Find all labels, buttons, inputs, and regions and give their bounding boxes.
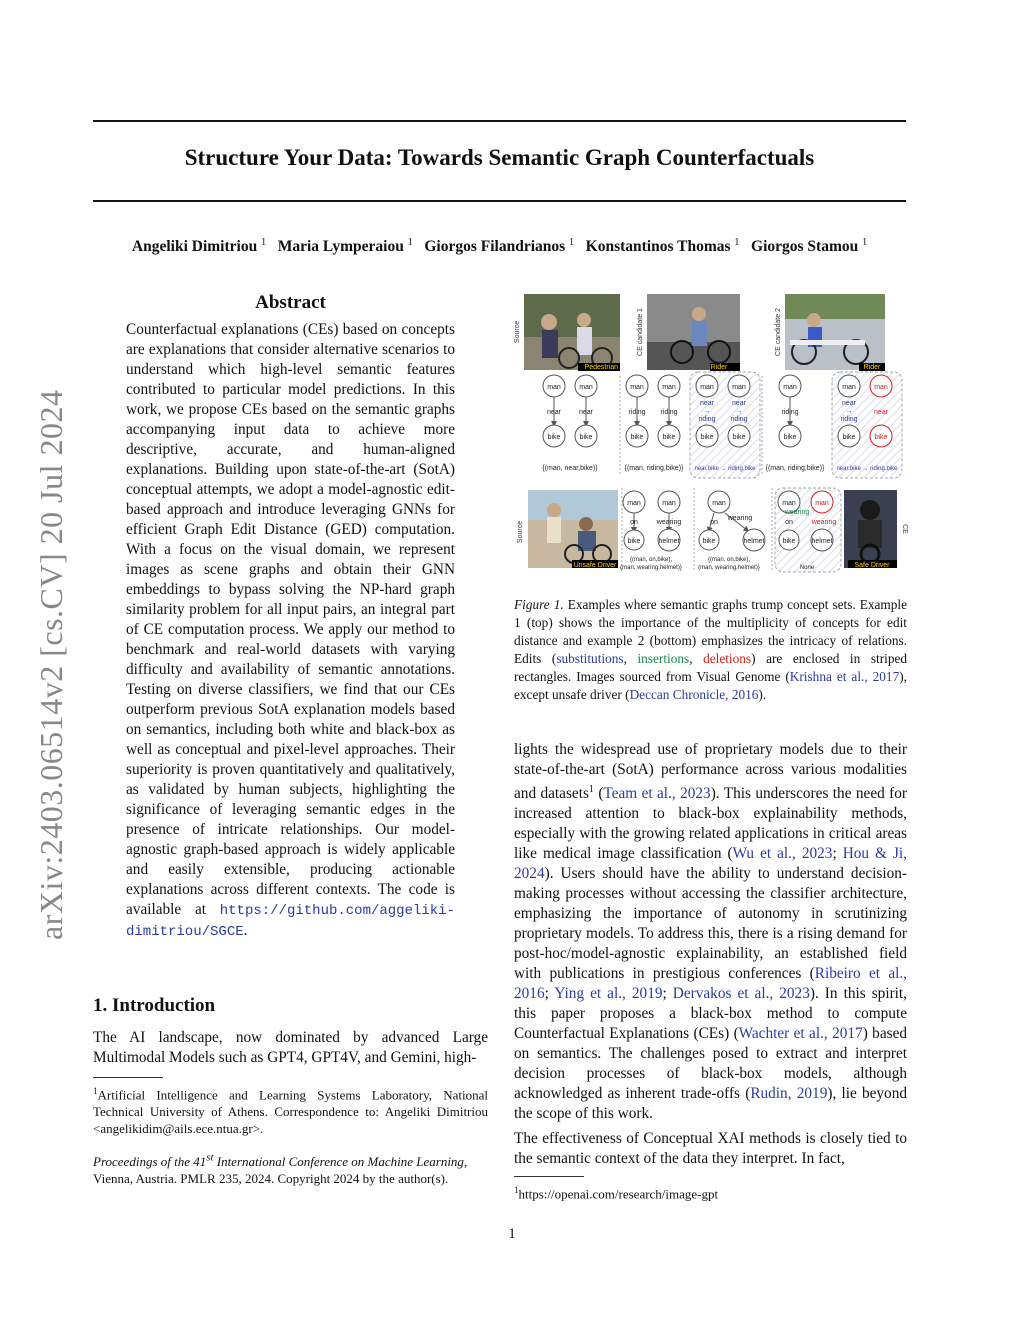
section-heading-introduction: 1. Introduction: [93, 995, 216, 1016]
node-man: man: [842, 384, 856, 391]
node-helmet: helmet: [743, 538, 765, 545]
node-man-deleted: man: [874, 384, 888, 391]
node-man: man: [712, 500, 726, 507]
caption-sep: ,: [623, 651, 638, 666]
edge-wearing: wearing: [727, 515, 753, 522]
edit-near: near: [731, 400, 747, 407]
footnote-rule: [93, 1077, 163, 1078]
node-bike: bike: [702, 538, 716, 545]
edit-label: near.bike → riding.bike: [836, 466, 898, 472]
ex1-graphs: [542, 372, 902, 478]
node-man: man: [782, 500, 796, 507]
edit-riding: riding: [730, 416, 748, 423]
footnote-mark: 1: [514, 1185, 519, 1195]
caption-text: Examples where semantic graphs trump concept sets. Example 1 (top) shows the importance of the multiplicity of concepts for edit distance and example 2 (bottom) emphasizes the intricacy of relations. Edits (: [514, 597, 907, 666]
edit-riding: riding: [840, 416, 858, 423]
node-bike: bike: [842, 434, 856, 441]
figure-caption: [514, 596, 907, 704]
title-bottom-rule: [93, 200, 906, 202]
body-text: ), lie beyond the scope of this work.: [514, 1085, 907, 1123]
citation-link[interactable]: Ying et al., 2019: [554, 985, 663, 1003]
label-safe-driver: Safe Driver: [854, 562, 890, 569]
body-text: (: [593, 785, 604, 803]
page-number: 1: [508, 1226, 516, 1242]
edit-near: near: [699, 400, 715, 407]
author-name: Angeliki Dimitriou: [131, 238, 258, 256]
affiliation-footnote: [93, 1083, 488, 1137]
ex2-source-photo: [528, 490, 618, 569]
caption-label: Figure 1.: [514, 597, 564, 612]
edit-label: near.bike → riding.bike: [694, 466, 756, 472]
caption-substitutions: substitutions: [556, 651, 624, 666]
concept-set: {(man, on,bike),: [629, 557, 673, 563]
node-helmet: helmet: [811, 538, 833, 545]
node-bike: bike: [732, 434, 746, 441]
author-name: Maria Lymperaiou: [277, 238, 404, 256]
side-label-ce: CE: [901, 524, 908, 534]
proc-post: International Conference on Machine Learning: [216, 1154, 464, 1170]
body-paragraph-2: The effectiveness of Conceptual XAI methods is closely tied to the semantic context of the data they interpret. In fact,: [514, 1130, 907, 1167]
edit-arrow: →: [703, 408, 711, 415]
citation-link[interactable]: Team et al., 2023: [603, 785, 711, 803]
footnote-mark[interactable]: 1: [588, 784, 594, 795]
concept-set: {(man, riding,bike)}: [624, 465, 684, 472]
edge-near: near: [546, 409, 562, 416]
edit-wearing-deleted: wearing: [811, 519, 837, 526]
proc-num: 41: [193, 1154, 207, 1170]
citation-link[interactable]: Ribeiro et al., 2016: [514, 965, 908, 1003]
intro-text: The AI landscape, now dominated by advanced Large Multimodal Models such as GPT4, GPT4V, and Gemini, high-: [93, 1029, 488, 1066]
proceedings-note: [93, 1150, 488, 1187]
abstract-text: [126, 320, 455, 942]
node-man: man: [627, 500, 641, 507]
proc-pre: Proceedings of the: [93, 1154, 190, 1170]
node-bike: bike: [630, 434, 644, 441]
author-name: Giorgos Filandrianos: [424, 238, 566, 256]
arxiv-watermark: arXiv:2403.06514v2 [cs.CV] 20 Jul 2024: [33, 389, 69, 940]
figure-1: [514, 292, 907, 582]
node-man: man: [700, 384, 714, 391]
node-man: man: [662, 500, 676, 507]
label-rider-2: Rider: [863, 364, 881, 371]
edit-riding: riding: [698, 416, 716, 423]
concept-set: {(man, on,bike),: [707, 557, 751, 563]
author-list: [93, 237, 906, 256]
footnote-rule-right: [514, 1176, 584, 1177]
node-bike: bike: [547, 434, 561, 441]
paper-title: Structure Your Data: Towards Semantic Graph Counterfactuals: [184, 145, 815, 170]
label-rider-1: Rider: [710, 364, 728, 371]
body-text: ;: [662, 985, 673, 1003]
citation-link[interactable]: Dervakos et al., 2023: [672, 985, 810, 1003]
footnote-text: Artificial Intelligence and Learning Systems Laboratory, National Technical University of Athens. Correspondence to: Angeliki Dimitriou <angelikidim@ails.ece.ntua.gr>.: [93, 1087, 488, 1137]
caption-deletions: deletions: [703, 651, 752, 666]
edit-near: near: [841, 400, 857, 407]
edge-on: on: [630, 519, 638, 526]
side-label-source-2: Source: [517, 520, 524, 544]
side-label-ce-candidate-2: CE candidate 2: [775, 308, 782, 356]
edge-riding: riding: [628, 409, 646, 416]
proc-sup: st: [206, 1152, 214, 1164]
node-helmet: helmet: [658, 538, 680, 545]
citation-link[interactable]: Krishna et al., 2017: [789, 669, 900, 684]
node-man: man: [630, 384, 644, 391]
edge-near: near: [578, 409, 594, 416]
footnote-mark: 1: [93, 1086, 98, 1096]
node-man: man: [579, 384, 593, 391]
side-label-source: Source: [514, 320, 521, 344]
node-man: man: [732, 384, 746, 391]
edge-wearing: wearing: [656, 519, 682, 526]
body-text: ). This underscores the need for increased attention to black-box explainability methods, especially with the growing related applications in critical areas like medical image classification (: [514, 785, 908, 863]
node-bike: bike: [782, 538, 796, 545]
footnote-url[interactable]: https://openai.com/research/image-gpt: [518, 1186, 719, 1202]
ex1-candidate1-photo: [647, 294, 740, 371]
ex1-source-photo: [524, 294, 620, 371]
url-footnote: [514, 1182, 907, 1202]
caption-sep: ,: [689, 651, 704, 666]
node-bike: bike: [579, 434, 593, 441]
affiliation-mark: 1: [569, 237, 575, 248]
concept-set: {(man, near,bike)}: [542, 465, 598, 472]
edit-wearing-inserted: wearing: [784, 509, 810, 516]
edge-on: on: [785, 519, 793, 526]
ex2-ce-photo: [844, 490, 897, 569]
top-rule: [93, 120, 906, 122]
node-bike: bike: [783, 434, 797, 441]
edge-riding: riding: [660, 409, 678, 416]
node-man: man: [662, 384, 676, 391]
concept-set: (man, wearing,helmet)}: [698, 565, 760, 571]
body-text: ). Users should have the ability to understand decision-making processes without accessing the classifier architecture, emphasizing the importance of autonomy in scrutinizing proprietary models. To address this, there is a rising demand for post-hoc/model-agnostic explainability, an established field with publications in prestigious conferences (: [514, 865, 907, 983]
citation-link[interactable]: Wachter et al., 2017: [738, 1025, 863, 1043]
node-bike-deleted: bike: [874, 434, 888, 441]
body-text: lights the widespread use of proprietary models due to their state-of-the-art (SotA) performance across various modalities and datasets: [514, 741, 907, 803]
concept-set: (man, wearing,helmet)}: [620, 565, 682, 571]
ex1-candidate2-photo: [785, 294, 885, 371]
label-pedestrian: Pedestrian: [584, 364, 618, 371]
edit-arrow: →: [735, 408, 743, 415]
label-unsafe-driver: Unsafe Driver: [573, 562, 617, 569]
caption-insertions: insertions: [637, 651, 690, 666]
concept-set: {(man, riding,bike)}: [765, 465, 825, 472]
caption-text: ), except unsafe driver (: [514, 669, 907, 702]
body-text: ). In this spirit, this paper proposes a black-box method to compute Counterfactual Explanations (CEs) (: [514, 985, 907, 1043]
affiliation-mark: 1: [261, 237, 267, 248]
ex2-graphs: [620, 488, 841, 572]
node-man: man: [547, 384, 561, 391]
edit-near-deleted: near: [873, 409, 889, 416]
affiliation-mark: 1: [734, 237, 740, 248]
caption-text: ).: [758, 687, 767, 702]
abstract-body: Counterfactual explanations (CEs) based on concepts are explanations that consider alternative scenarios to understand which high-level semantic features contributed to particular model predictions. In this work, we propose CEs based on the semantic graphs accompanying input data to achieve more descriptive, accurate, and human-aligned explanations. Building upon state-of-the-art (SotA) conceptual attempts, we adopt a model-agnostic edit-based approach and introduce leveraging GNNs for efficient Graph Edit Distance (GED) computation. With a focus on the visual domain, we represent images as scene graphs and obtain their GNN embeddings to bypass solving the NP-hard graph similarity problem for all input pairs, an integral part of CE computation process. We apply our method to benchmark and real-world datasets with varying difficulty and availability of semantic annotations. Testing on diverse classifiers, we find that our CEs outperform previous SotA explanation models based on semantics, including both white and black-box as well as conceptual and pixel-level approaches. Their superiority is proven quantitatively and qualitatively, as validated by human subjects, highlighting the significance of leveraging semantic edges in the presence of intricate relationships. Our model-agnostic graph-based approach is widely applicable and easily extensible, producing actionable explanations across different contexts. The code is available at: [126, 321, 455, 918]
citation-link[interactable]: Deccan Chronicle, 2016: [629, 687, 759, 702]
side-label-ce-candidate-1: CE candidate 1: [637, 308, 644, 356]
node-bike: bike: [627, 538, 641, 545]
node-man-deleted: man: [815, 500, 829, 507]
body-text: ;: [832, 845, 843, 863]
citation-link[interactable]: Hou & Ji, 2024: [514, 845, 907, 883]
node-bike: bike: [662, 434, 676, 441]
proc-rest: , Vienna, Austria. PMLR 235, 2024. Copyright 2024 by the author(s).: [93, 1154, 468, 1187]
caption-text: ) are enclosed in striped rectangles. Images sourced from Visual Genome (: [514, 651, 908, 684]
affiliation-mark: 1: [407, 237, 413, 248]
code-link[interactable]: https://github.com/aggeliki-dimitriou/SGCE: [126, 903, 455, 940]
citation-link[interactable]: Rudin, 2019: [750, 1085, 828, 1103]
abstract-end: .: [243, 922, 248, 939]
body-paragraph: [514, 740, 907, 1124]
node-man: man: [783, 384, 797, 391]
author-name: Konstantinos Thomas: [585, 238, 731, 256]
node-bike: bike: [700, 434, 714, 441]
abstract-heading: Abstract: [255, 292, 326, 313]
edge-riding: riding: [781, 409, 799, 416]
edge-on: on: [710, 519, 718, 526]
author-name: Giorgos Stamou: [751, 238, 859, 256]
edit-arrow: →: [845, 408, 853, 415]
body-text: ) based on semantics. The challenges posed to extract and interpret decision processes of black-box models, although acknowledged as inherent trade-offs (: [514, 1025, 908, 1103]
body-text: ;: [544, 985, 555, 1003]
citation-link[interactable]: Wu et al., 2023: [732, 845, 833, 863]
affiliation-mark: 1: [862, 237, 868, 248]
concept-set-none: None: [799, 565, 815, 571]
